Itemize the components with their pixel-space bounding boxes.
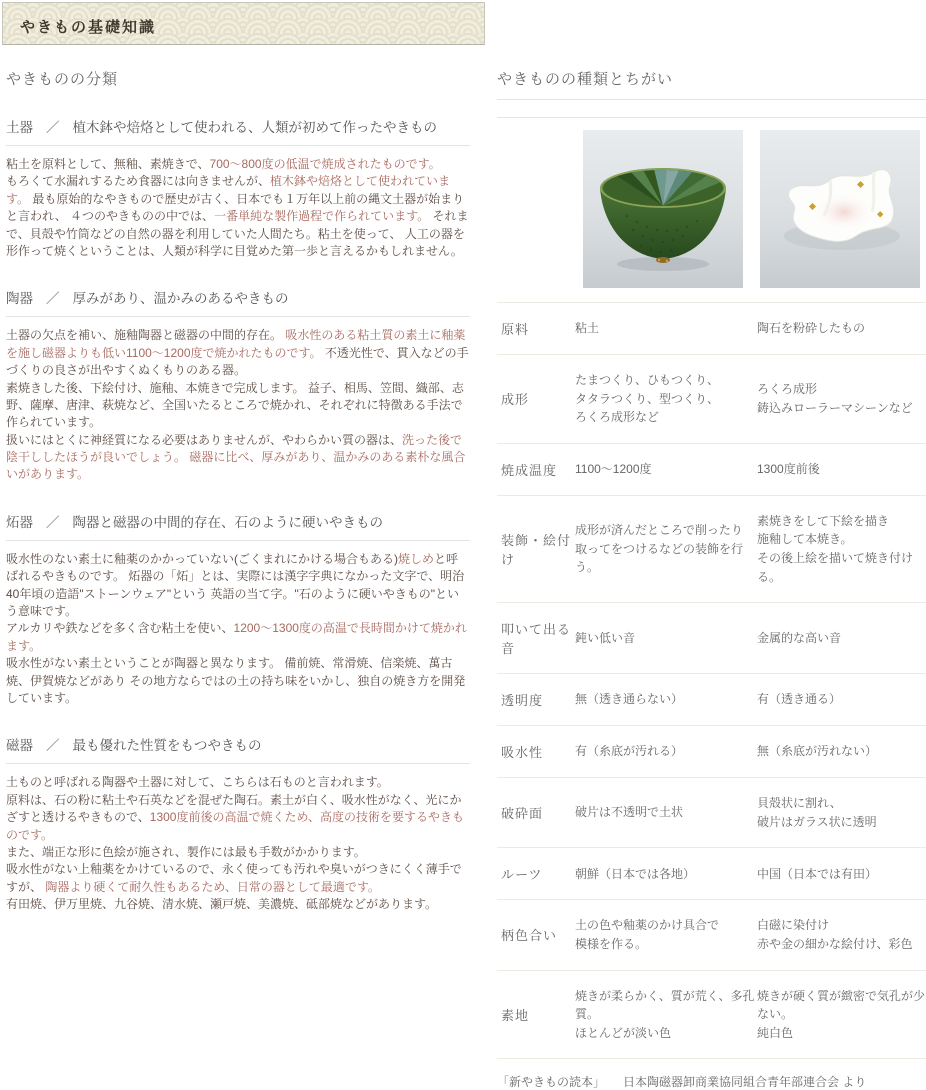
section-term: 土器: [6, 120, 33, 135]
section-tagline: 陶器と磁器の中間的存在、石のように硬いやきもの: [72, 514, 383, 530]
jiki-cell: [757, 742, 926, 761]
divider: [497, 99, 926, 100]
jiki-cell: [757, 987, 926, 1043]
jiki-cell: [757, 865, 926, 884]
row-label: 焼成温度: [501, 462, 558, 478]
body-text: タタラつくり、型つくり、: [575, 391, 720, 406]
section-slash: ／: [46, 120, 60, 135]
body-text: 素焼きした後、下絵付け、施釉、本焼きで完成します。 益子、相馬、笠間、織部、志野、薩摩、唐津、萩焼など、全国いたるところで焼かれ、それぞれに特徴ある手法で作られています。: [6, 380, 464, 430]
section-term: 磁器: [6, 738, 33, 754]
body-text: 1300度前後: [757, 461, 820, 476]
toki-cell: [575, 987, 757, 1043]
classification-section: [6, 287, 470, 484]
section-slash: ／: [46, 514, 60, 530]
source-citation: 「新やきもの読本」 日本陶磁器卸商業協同組合青年部連合会 より: [497, 1075, 867, 1090]
body-text: 最も原始的なやきもので歴史が古く、日本でも１万年以上前の縄文土器が始まりと言われ、 ４つのやきものの中では、: [6, 191, 465, 224]
content-columns: [6, 60, 926, 1090]
body-text: 施釉して本焼き。: [757, 532, 853, 547]
row-label: ルーツ: [501, 867, 543, 883]
body-text: 粘土を原料として、無釉、素焼きで、: [6, 157, 210, 171]
jiki-cell: [757, 629, 926, 648]
highlight-text: 陶器より硬くて耐久性もあるため、日常の器として最適です。: [45, 879, 380, 894]
highlight-text: 植木鉢や焙烙として使われています。: [6, 174, 451, 206]
table-row: [497, 777, 926, 847]
body-text: 破片はガラス状に透明: [757, 814, 877, 829]
section-paragraph: [6, 327, 470, 484]
toki-cell: [575, 865, 757, 884]
toki-cell: [575, 742, 757, 761]
comparison-column: [497, 60, 926, 1090]
green-glazed-bowl-photo: [583, 130, 743, 288]
section-paragraph: [6, 156, 470, 260]
jiki-cell: [757, 319, 926, 338]
body-text: 有（糸底が汚れる）: [575, 744, 684, 759]
classification-sections: [6, 116, 470, 914]
green-glazed-bowl-image: [583, 130, 743, 288]
body-text: 原料は、石の粉に粘土や石英などを混ぜた陶石。素土が白く、吸水性がなく、光にかざすと透けるやきもので、: [6, 792, 462, 825]
divider: [6, 145, 470, 146]
body-text: 焼きが柔らかく、質が荒く、多孔質。: [575, 988, 755, 1022]
toki-cell: [575, 319, 757, 338]
table-row: [497, 725, 926, 777]
section-heading: [6, 511, 470, 531]
body-text: 破片は不透明で土状: [575, 805, 684, 820]
highlight-text: 1200〜1300度の高温で長時間かけて焼かれます。: [6, 621, 467, 653]
body-text: 中国（日本では有田）: [757, 866, 878, 881]
body-text: ほとんどが淡い色: [575, 1025, 672, 1040]
body-text: 取ってをつけるなどの装飾を行う。: [575, 541, 744, 575]
white-porcelain-dish-photo: [760, 130, 920, 288]
body-text: 土の色や釉薬のかけ具合で: [575, 918, 720, 933]
row-label: 装飾・絵付け: [501, 532, 572, 567]
body-text: 貝殻状に割れ、: [757, 796, 842, 811]
row-label: 破砕面: [501, 806, 544, 822]
toki-cell: [575, 629, 757, 648]
table-row: [497, 673, 926, 725]
section-paragraph: [6, 551, 470, 708]
divider: [497, 117, 926, 118]
body-text: 白磁に染付け: [757, 918, 830, 933]
body-text: ろくろ成形: [757, 382, 818, 397]
toki-cell: [575, 690, 757, 709]
table-row: [497, 495, 926, 602]
body-text: 有（透き通る）: [757, 692, 842, 707]
body-text: 鋳込みローラーマシーンなど: [757, 400, 913, 415]
highlight-text: 1300度前後の高温で焼くため、高度の技術を要するやきものです。: [6, 810, 464, 842]
body-text: 朝鮮（日本では各地）: [575, 866, 696, 881]
body-text: 有田焼、伊万里焼、九谷焼、清水焼、瀬戸焼、美濃焼、砥部焼などがあります。: [6, 897, 438, 912]
jiki-cell: [757, 460, 926, 479]
body-text: もろくて水漏れするため食器には向きませんが、: [6, 174, 271, 189]
divider: [6, 763, 470, 764]
table-row: [497, 354, 926, 443]
divider: [6, 316, 470, 317]
body-text: 純白色: [757, 1025, 794, 1040]
comparison-title: やきものの種類とちがい: [497, 71, 674, 88]
body-text: 金属的な高い音: [757, 630, 842, 645]
body-text: アルカリや鉄などを多く含む粘土を使い、: [6, 621, 234, 636]
classification-section: [6, 734, 470, 913]
body-text: 土ものと呼ばれる陶器や土器に対して、こちらは石ものと言われます。: [6, 775, 389, 790]
body-text: 赤や金の細かな絵付け、彩色: [757, 936, 913, 951]
row-label: 原料: [501, 322, 530, 337]
body-text: 成形が済んだところで削ったり: [575, 523, 743, 538]
highlight-text: 焼しめ: [398, 551, 435, 566]
highlight-text: 吸水性のある粘土質の素土に釉薬を施し磁器よりも低い1100〜1200度で焼かれたものです。: [6, 328, 466, 360]
section-term: 陶器: [6, 291, 33, 307]
section-paragraph: [6, 774, 470, 913]
highlight-text: 磁器に比べ、厚みがあり、温かみのある素朴な風合いがあります。: [6, 450, 466, 482]
section-tagline: 厚みがあり、温かみのあるやきもの: [72, 291, 289, 307]
classification-section: [6, 116, 470, 260]
toki-cell: [575, 460, 757, 479]
body-text: 無（透き通らない）: [575, 692, 684, 707]
section-tagline: 最も優れた性質をもつやきもの: [72, 738, 262, 754]
row-label: 柄色合い: [501, 928, 558, 944]
classification-title: やきものの分類: [6, 71, 119, 88]
jiki-cell: [757, 916, 926, 953]
body-text: 吸水性がない素土ということが陶器と異なります。 備前焼、常滑焼、信楽焼、萬古焼、伊賀焼などがあり その地方ならではの土の持ち味をいかし、独自の焼き方を開発しています。: [6, 656, 466, 705]
section-heading: [6, 116, 470, 136]
highlight-text: 洗った後で陰干ししたほうが良いでしょう。: [6, 432, 463, 465]
jiki-cell: [757, 380, 926, 417]
toki-cell: [575, 371, 757, 427]
classification-column: [6, 60, 470, 1090]
jiki-cell: [757, 690, 926, 709]
page-title: やきもの基礎知識: [20, 19, 157, 36]
body-text: ろくろ成形など: [575, 410, 660, 425]
toki-cell: [575, 916, 757, 953]
body-text: 吸水性のない素土に釉薬のかかっていない(ごくまれにかける場合もある): [6, 551, 398, 566]
section-tagline: 植木鉢や焙烙として使われる、人類が初めて作ったやきもの: [72, 120, 437, 135]
body-text: 扱いにはとくに神経質になる必要はありませんが、やわらかい質の器は、: [6, 432, 403, 447]
section-heading: [6, 734, 470, 754]
body-text: 模様を作る。: [575, 936, 648, 951]
body-text: その後上絵を描いて焼き付ける。: [757, 550, 914, 584]
comparison-table: [497, 302, 926, 1059]
row-label: 成形: [501, 392, 530, 408]
section-term: 炻器: [6, 514, 33, 530]
page-header: [2, 2, 485, 45]
jiki-cell: [757, 512, 926, 586]
body-text: たまつくり、ひもつくり、: [575, 373, 720, 387]
body-text: 焼きが硬く質が緻密で気孔が少ない。: [757, 988, 926, 1022]
table-row: [497, 443, 926, 495]
body-text: また、端正な形に色絵が施され、製作には最も手数がかかります。: [6, 844, 366, 859]
body-text: 鈍い低い音: [575, 630, 636, 645]
classification-section: [6, 511, 470, 708]
section-heading: [6, 287, 470, 307]
body-text: それまで、貝殻や竹筒などの自然の器を利用していた人間たち。粘土を使って、 人工の器を形作って焼くということは、人類が科学に目覚めた第一歩と言えるかもしれません。: [6, 209, 469, 258]
toki-cell: [575, 803, 757, 822]
table-row: [497, 970, 926, 1059]
table-row: [497, 602, 926, 673]
body-text: 吸水性がない上釉薬をかけているので、永く使っても汚れや臭いがつきにくく薄手ですが、: [6, 862, 462, 894]
table-row: [497, 302, 926, 354]
body-text: 無（糸底が汚れない）: [757, 744, 878, 759]
toki-cell: [575, 521, 757, 577]
body-text: 不透光性で、貫入などの手づくりの良さが出やすくぬくもりのある器。: [6, 345, 469, 378]
divider: [6, 540, 470, 541]
table-row: [497, 847, 926, 899]
comparison-figures: [583, 130, 926, 288]
body-text: 土器の欠点を補い、施釉陶器と磁器の中間的存在。: [6, 328, 286, 343]
body-text: 粘土: [575, 321, 600, 336]
row-label: 吸水性: [501, 745, 544, 761]
highlight-text: 一番単純な製作過程で作られています。: [214, 209, 430, 224]
row-label: 素地: [501, 1007, 530, 1023]
row-label: 叩いて出る音: [501, 622, 572, 657]
body-text: 陶石を粉砕したもの: [757, 321, 866, 336]
white-porcelain-dish-image: [760, 130, 920, 288]
table-row: [497, 899, 926, 969]
jiki-cell: [757, 794, 926, 831]
highlight-text: 700〜800度の低温で焼成されたものです。: [209, 157, 441, 171]
section-slash: ／: [46, 738, 60, 754]
body-text: と呼ばれるやきものです。 炻器の「炻」とは、実際には漢字字典になかった文字で、明治40年頃の造語"ストーンウェア"という 英語の当て字。"石のように硬いやきもの"という意味です。: [6, 551, 465, 619]
row-label: 透明度: [501, 693, 544, 709]
body-text: 素焼きをして下絵を描き: [757, 513, 890, 528]
body-text: 1100〜1200度: [575, 461, 652, 476]
section-slash: ／: [46, 291, 60, 307]
